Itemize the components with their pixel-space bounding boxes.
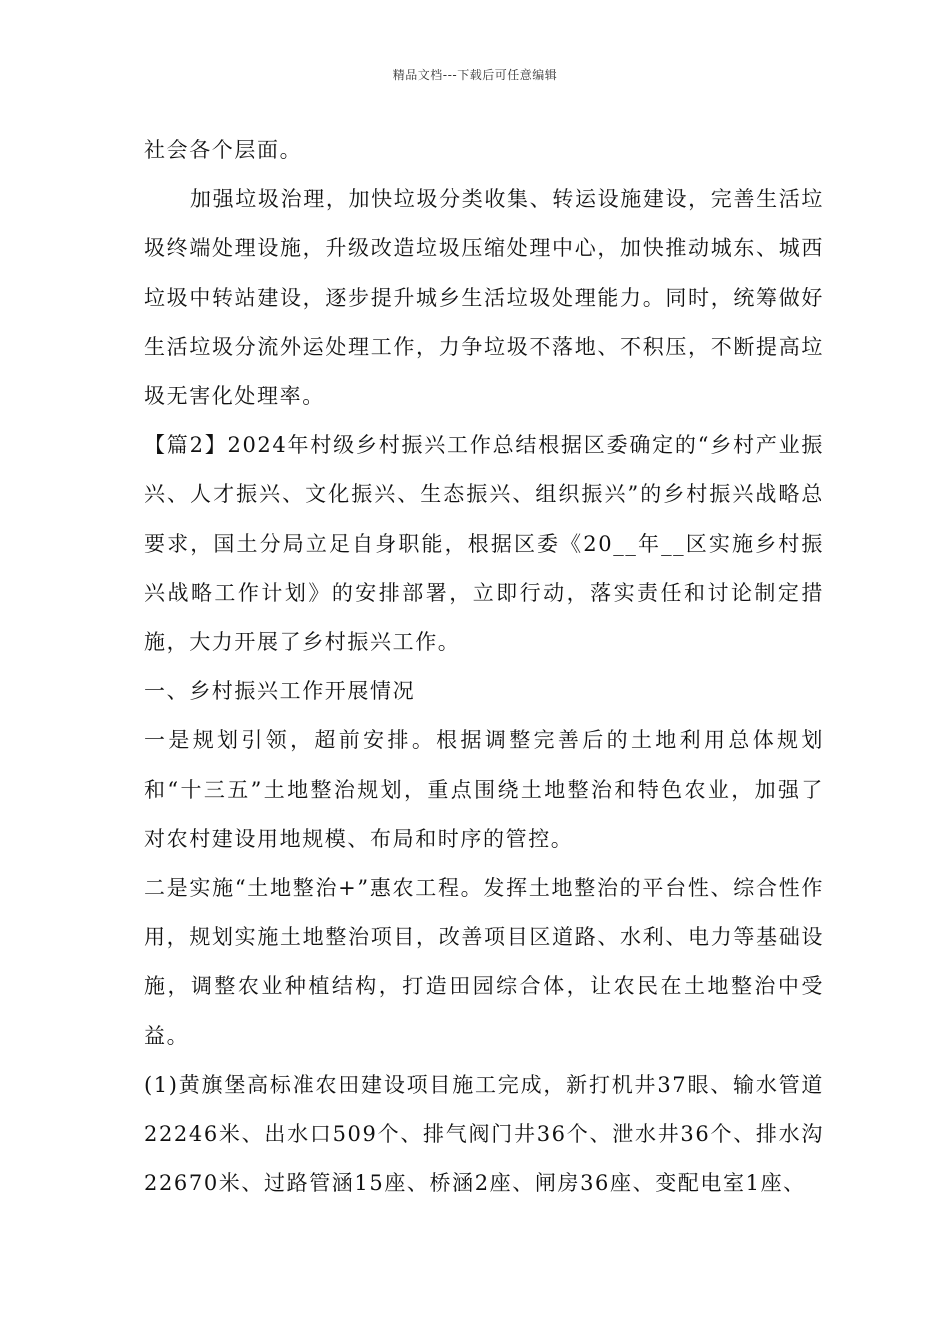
paragraph-2: 加强垃圾治理，加快垃圾分类收集、转运设施建设，完善生活垃圾终端处理设施，升级改造垃圾压缩处理中心，加快推动城东、城西垃圾中转站建设，逐步提升城乡生活垃圾处理能力。同时，统筹做好生活垃圾分流外运处理工作，力争垃圾不落地、不积压，不断提高垃圾无害化处理率。 bbox=[144, 187, 824, 409]
section-heading: 一、乡村振兴工作开展情况 bbox=[144, 679, 416, 704]
paragraph-1: 社会各个层面。 bbox=[144, 138, 303, 162]
paragraph-3: 【篇2】2024年村级乡村振兴工作总结根据区委确定的“乡村产业振兴、人才振兴、文化振兴、生态振兴、组织振兴”的乡村振兴战略总要求，国土分局立足自身职能，根据区委《20__年__区实施乡村振兴战略工作计划》的安排部署，立即行动，落实责任和讨论制定措施，大力开展了乡村振兴工作。 bbox=[144, 433, 824, 655]
paragraph-5: 一是规划引领，超前安排。根据调整完善后的土地利用总体规划和“十三五”土地整治规划，重点围绕土地整治和特色农业，加强了对农村建设用地规模、布局和时序的管控。 bbox=[144, 728, 824, 851]
paragraph-7: (1)黄旗堡高标准农田建设项目施工完成，新打机井37眼、输水管道22246米、出水口509个、排气阀门井36个、泄水井36个、排水沟22670米、过路管涵15座、桥涵2座、闸房36座、变配电室1座、 bbox=[144, 1072, 824, 1196]
document-body bbox=[144, 126, 824, 1208]
paragraph-6: 二是实施“土地整治+”惠农工程。发挥土地整治的平台性、综合性作用，规划实施土地整治项目，改善项目区道路、水利、电力等基础设施，调整农业种植结构，打造田园综合体，让农民在土地整治中受益。 bbox=[144, 876, 824, 1048]
page-header: 精品文档---下载后可任意编辑 bbox=[392, 68, 558, 82]
